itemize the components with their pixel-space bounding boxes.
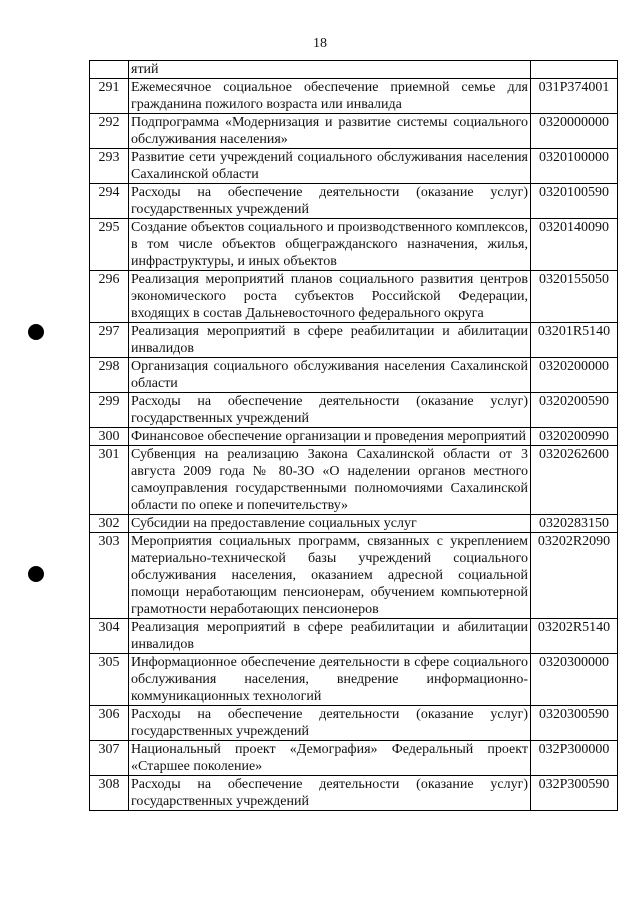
table-row <box>90 446 618 515</box>
row-code: 0320155050 <box>531 271 618 323</box>
row-code: 0320283150 <box>531 515 618 533</box>
table-row <box>90 533 618 619</box>
row-number: 296 <box>90 271 129 323</box>
row-name: Субвенция на реализацию Закона Сахалинской области от 3 августа 2009 года № 80-ЗО «О наделении органов местного самоуправления государственными полномочиями Сахалинской области по опеке и попечительству» <box>129 446 531 515</box>
row-code: 03202R2090 <box>531 533 618 619</box>
row-name: Ежемесячное социальное обеспечение приемной семье для гражданина пожилого возраста или инвалида <box>129 79 531 114</box>
row-name: Расходы на обеспечение деятельности (оказание услуг) государственных учреждений <box>129 776 531 811</box>
row-number: 293 <box>90 149 129 184</box>
row-code: 03201R5140 <box>531 323 618 358</box>
row-number: 302 <box>90 515 129 533</box>
row-name: Реализация мероприятий в сфере реабилитации и абилитации инвалидов <box>129 619 531 654</box>
row-name: Финансовое обеспечение организации и проведения мероприятий <box>129 428 531 446</box>
row-code: 0320200590 <box>531 393 618 428</box>
row-code: 03202R5140 <box>531 619 618 654</box>
row-number: 295 <box>90 219 129 271</box>
table-row <box>90 149 618 184</box>
table-row <box>90 61 618 79</box>
row-name: Национальный проект «Демография» Федеральный проект «Старшее поколение» <box>129 741 531 776</box>
table-row <box>90 428 618 446</box>
table-row <box>90 706 618 741</box>
row-name: Развитие сети учреждений социального обслуживания населения Сахалинской области <box>129 149 531 184</box>
row-code: 0320140090 <box>531 219 618 271</box>
row-number: 305 <box>90 654 129 706</box>
row-number: 306 <box>90 706 129 741</box>
table-row <box>90 114 618 149</box>
table-row <box>90 741 618 776</box>
row-name: Создание объектов социального и производственного комплексов, в том числе объектов общегражданского назначения, жилья, инфраструктуры, и иных объектов <box>129 219 531 271</box>
table-row <box>90 79 618 114</box>
row-number: 298 <box>90 358 129 393</box>
row-number: 301 <box>90 446 129 515</box>
row-number: 292 <box>90 114 129 149</box>
budget-classification-table <box>89 60 618 811</box>
row-code <box>531 61 618 79</box>
row-number <box>90 61 129 79</box>
row-name: Расходы на обеспечение деятельности (оказание услуг) государственных учреждений <box>129 184 531 219</box>
table-row <box>90 184 618 219</box>
row-number: 303 <box>90 533 129 619</box>
row-name: Мероприятия социальных программ, связанных с укреплением материально-технической базы учреждений социального обслуживания населения, оказанием адресной социальной помощи неработающим пенсионерам, обучением компьютерной грамотности неработающих пенсионеров <box>129 533 531 619</box>
row-number: 308 <box>90 776 129 811</box>
row-code: 0320300000 <box>531 654 618 706</box>
row-code: 0320100590 <box>531 184 618 219</box>
punch-hole-mark <box>28 566 44 582</box>
row-code: 031P374001 <box>531 79 618 114</box>
table-row <box>90 358 618 393</box>
punch-hole-mark <box>28 324 44 340</box>
row-name: ятий <box>129 61 531 79</box>
row-code: 032P300000 <box>531 741 618 776</box>
row-code: 032P300590 <box>531 776 618 811</box>
row-code: 0320262600 <box>531 446 618 515</box>
table-row <box>90 619 618 654</box>
row-number: 307 <box>90 741 129 776</box>
table-row <box>90 654 618 706</box>
row-code: 0320100000 <box>531 149 618 184</box>
row-code: 0320300590 <box>531 706 618 741</box>
table-row <box>90 393 618 428</box>
row-number: 300 <box>90 428 129 446</box>
row-code: 0320200990 <box>531 428 618 446</box>
table-row <box>90 776 618 811</box>
page-number: 18 <box>313 36 327 51</box>
row-name: Организация социального обслуживания населения Сахалинской области <box>129 358 531 393</box>
row-code: 0320000000 <box>531 114 618 149</box>
row-code: 0320200000 <box>531 358 618 393</box>
row-name: Подпрограмма «Модернизация и развитие системы социального обслуживания населения» <box>129 114 531 149</box>
row-name: Реализация мероприятий планов социального развития центров экономического роста субъектов Российской Федерации, входящих в состав Дальневосточного федерального округа <box>129 271 531 323</box>
row-name: Информационное обеспечение деятельности в сфере социального обслуживания населения, внедрение информационно-коммуникационных технологий <box>129 654 531 706</box>
row-name: Расходы на обеспечение деятельности (оказание услуг) государственных учреждений <box>129 393 531 428</box>
row-number: 299 <box>90 393 129 428</box>
table-row <box>90 515 618 533</box>
table-body <box>90 61 618 811</box>
table-row <box>90 323 618 358</box>
row-number: 291 <box>90 79 129 114</box>
row-number: 297 <box>90 323 129 358</box>
row-number: 304 <box>90 619 129 654</box>
table-row <box>90 219 618 271</box>
row-name: Субсидии на предоставление социальных услуг <box>129 515 531 533</box>
row-name: Реализация мероприятий в сфере реабилитации и абилитации инвалидов <box>129 323 531 358</box>
row-name: Расходы на обеспечение деятельности (оказание услуг) государственных учреждений <box>129 706 531 741</box>
row-number: 294 <box>90 184 129 219</box>
table-row <box>90 271 618 323</box>
